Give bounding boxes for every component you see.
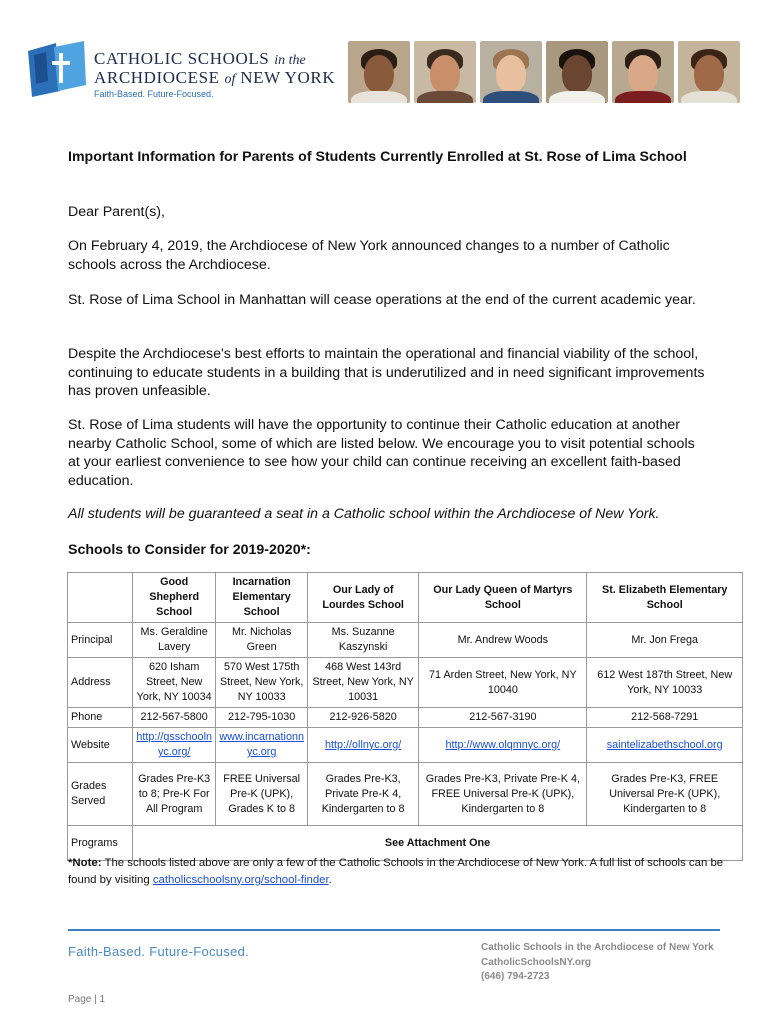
org-name-line2: ARCHDIOCESE of NEW YORK bbox=[94, 68, 336, 87]
student-photo bbox=[480, 41, 542, 103]
address-cell: 612 West 187th Street, New York, NY 10033 bbox=[587, 658, 743, 708]
footnote bbox=[68, 855, 728, 888]
address-cell: 71 Arden Street, New York, NY 10040 bbox=[419, 658, 587, 708]
student-photo bbox=[612, 41, 674, 103]
grades-cell: Grades Pre-K3, Private Pre-K 4, FREE Universal Pre-K (UPK), Kindergarten to 8 bbox=[419, 763, 587, 826]
student-photo bbox=[678, 41, 740, 103]
school-name-header: Our Lady Queen of Martyrs School bbox=[419, 573, 587, 623]
school-name-header: Good Shepherd School bbox=[133, 573, 216, 623]
school-finder-link[interactable]: catholicschoolsny.org/school-finder bbox=[152, 873, 329, 886]
logo-icon bbox=[26, 41, 88, 99]
student-photo bbox=[546, 41, 608, 103]
website-link[interactable]: www.incarnationnyc.org bbox=[216, 728, 308, 763]
principal-cell: Mr. Nicholas Green bbox=[216, 623, 308, 658]
footer-divider bbox=[68, 929, 720, 931]
note-end: . bbox=[328, 873, 332, 886]
paragraph-announcement: On February 4, 2019, the Archdiocese of New York announced changes to a number of Catholic schools across the Archdiocese. bbox=[68, 238, 670, 273]
student-photo bbox=[414, 41, 476, 103]
row-label-phone: Phone bbox=[68, 708, 133, 728]
row-label-programs: Programs bbox=[68, 826, 133, 861]
address-cell: 468 West 143rd Street, New York, NY 10031 bbox=[308, 658, 419, 708]
row-label-website: Website bbox=[68, 728, 133, 763]
address-cell: 620 Isham Street, New York, NY 10034 bbox=[133, 658, 216, 708]
grades-cell: Grades Pre-K3 to 8; Pre-K For All Program bbox=[133, 763, 216, 826]
website-link[interactable]: http://ollnyc.org/ bbox=[308, 728, 419, 763]
table-corner-cell bbox=[68, 573, 133, 623]
grades-cell: Grades Pre-K3, FREE Universal Pre-K (UPK), Kindergarten to 8 bbox=[587, 763, 743, 826]
page-number: Page | 1 bbox=[68, 994, 106, 1005]
programs-cell: See Attachment One bbox=[133, 826, 743, 861]
footer-tagline: Faith-Based. Future-Focused. bbox=[68, 944, 250, 959]
table-row bbox=[68, 728, 743, 763]
address-cell: 570 West 175th Street, New York, NY 10033 bbox=[216, 658, 308, 708]
table-row bbox=[68, 623, 743, 658]
paragraph-guarantee: All students will be guaranteed a seat in a Catholic school within the Archdiocese of New York. bbox=[68, 506, 660, 522]
footer-contact bbox=[481, 941, 714, 985]
org-name-line1: CATHOLIC SCHOOLS in the bbox=[94, 49, 306, 68]
table-row bbox=[68, 658, 743, 708]
principal-cell: Mr. Jon Frega bbox=[587, 623, 743, 658]
website-link[interactable]: http://www.olqmnyc.org/ bbox=[419, 728, 587, 763]
greeting: Dear Parent(s), bbox=[68, 204, 165, 220]
website-link[interactable]: saintelizabethschool.org bbox=[587, 728, 743, 763]
paragraph-reason: Despite the Archdiocese's best efforts to maintain the operational and financial viability of the school, continuing to educate students in a building that is underutilized and in need significant improvements has proven unfeasible. bbox=[68, 346, 705, 399]
grades-cell: Grades Pre-K3, Private Pre-K 4, Kindergarten to 8 bbox=[308, 763, 419, 826]
table-row bbox=[68, 708, 743, 728]
student-photo-strip bbox=[348, 41, 740, 103]
schools-table bbox=[67, 572, 743, 861]
note-label: *Note: bbox=[68, 857, 102, 869]
school-name-header: Incarnation Elementary School bbox=[216, 573, 308, 623]
row-label-principal: Principal bbox=[68, 623, 133, 658]
header-tagline: Faith-Based. Future-Focused. bbox=[94, 89, 214, 99]
letter-title: Important Information for Parents of Students Currently Enrolled at St. Rose of Lima School bbox=[68, 149, 687, 165]
phone-cell: 212-567-3190 bbox=[419, 708, 587, 728]
row-label-grades: Grades Served bbox=[68, 763, 133, 826]
student-photo bbox=[348, 41, 410, 103]
table-header-row bbox=[68, 573, 743, 623]
paragraph-opportunity: St. Rose of Lima students will have the opportunity to continue their Catholic education at another nearby Catholic School, some of which are listed below. We encourage you to visit potential schools at your earliest convenience to see how your child can continue receiving an excellent faith-based education. bbox=[68, 417, 695, 489]
phone-cell: 212-568-7291 bbox=[587, 708, 743, 728]
principal-cell: Ms. Geraldine Lavery bbox=[133, 623, 216, 658]
paragraph-closure: St. Rose of Lima School in Manhattan will cease operations at the end of the current academic year. bbox=[68, 292, 696, 308]
contact-site[interactable]: CatholicSchoolsNY.org bbox=[481, 956, 592, 968]
contact-org: Catholic Schools in the Archdiocese of New York bbox=[481, 942, 714, 953]
principal-cell: Mr. Andrew Woods bbox=[419, 623, 587, 658]
note-text: The schools listed above are only a few of the Catholic Schools in the Archdiocese of New York. A full list of schools can be found by visiting bbox=[68, 857, 724, 886]
website-link[interactable]: http://gsschoolnyc.org/ bbox=[133, 728, 216, 763]
row-label-address: Address bbox=[68, 658, 133, 708]
contact-phone: (646) 794-2723 bbox=[481, 971, 550, 982]
school-name-header: Our Lady of Lourdes School bbox=[308, 573, 419, 623]
phone-cell: 212-567-5800 bbox=[133, 708, 216, 728]
school-name-header: St. Elizabeth Elementary School bbox=[587, 573, 743, 623]
principal-cell: Ms. Suzanne Kaszynski bbox=[308, 623, 419, 658]
table-row bbox=[68, 763, 743, 826]
phone-cell: 212-795-1030 bbox=[216, 708, 308, 728]
schools-heading: Schools to Consider for 2019-2020*: bbox=[68, 542, 311, 558]
grades-cell: FREE Universal Pre-K (UPK), Grades K to 8 bbox=[216, 763, 308, 826]
phone-cell: 212-926-5820 bbox=[308, 708, 419, 728]
